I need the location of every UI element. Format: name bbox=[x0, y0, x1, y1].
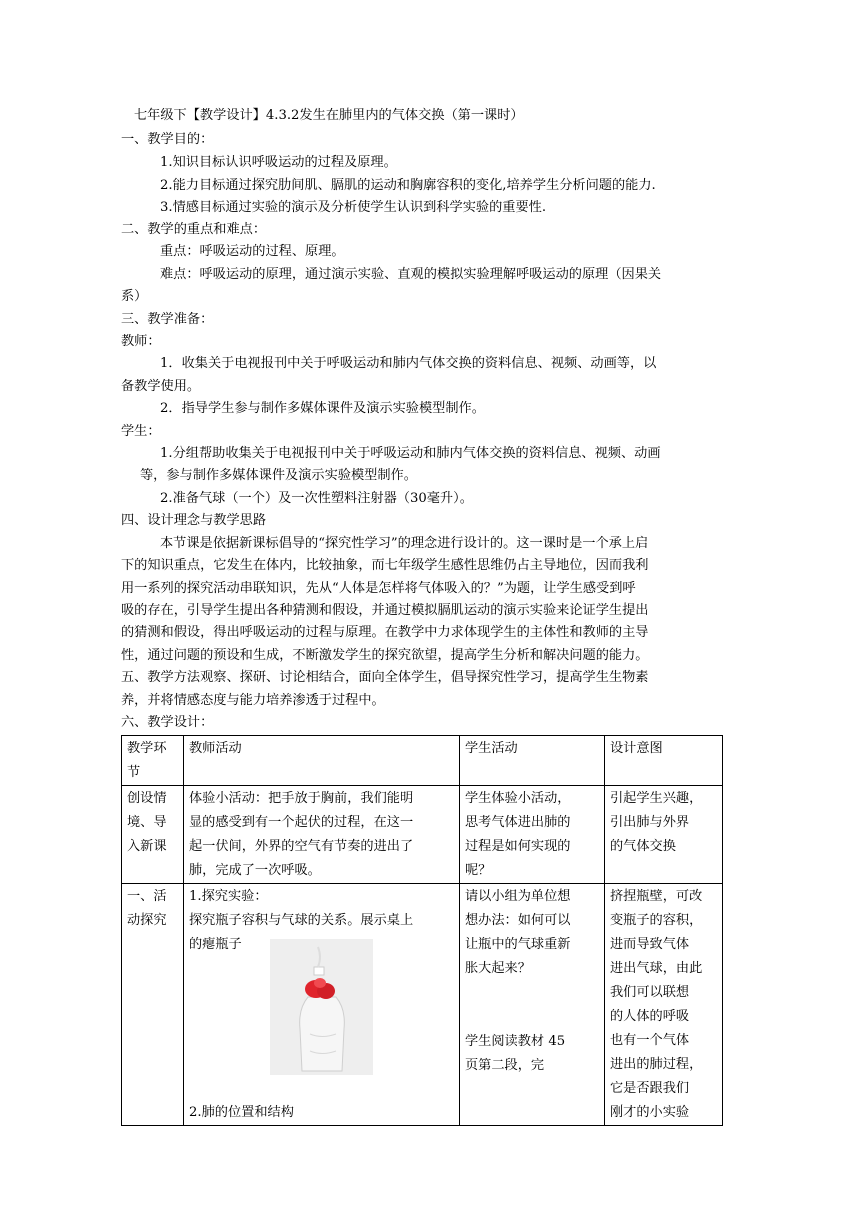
header-intent: 设计意图 bbox=[605, 736, 723, 786]
row2-student-bottom: 学生阅读教材 45 页第二段，完 bbox=[465, 1034, 566, 1073]
s3-student-item-1b: 等，参与制作多媒体课件及演示实验模型制作。 bbox=[140, 468, 417, 483]
s4-heading: 四、设计理念与教学思路 bbox=[121, 513, 267, 528]
bottle-photo bbox=[270, 939, 373, 1075]
table-row bbox=[122, 786, 723, 884]
s3-student-item-1a: 1.分组帮助收集关于电视报刊中关于呼吸运动和肺内气体交换的资料信息、视频、动画 bbox=[160, 446, 661, 461]
row2-stage: 一、活 动探究 bbox=[122, 884, 184, 1126]
s3-teacher-item-2: 2．指导学生参与制作多媒体课件及演示实验模型制作。 bbox=[160, 401, 485, 416]
s3-student-item-2: 2.准备气球（一个）及一次性塑料注射器（30毫升）。 bbox=[160, 491, 473, 506]
lesson-design-table bbox=[121, 735, 723, 1126]
row2-intent: 挤捏瓶壁，可改 变瓶子的容积， 进而导致气体 进出气球，由此 我们可以联想 的人体的呼吸 也有一个气体 进出的肺过程， 它是否跟我们 刚才的小实验 bbox=[605, 884, 723, 1126]
row1-student: 学生体验小活动， 思考气体进出肺的 过程是如何实现的 呢？ bbox=[460, 786, 605, 884]
row2-teacher: 1.探究实验： 探究瓶子容积与气球的关系。展示桌上 的瘪瓶子 2.肺的位置和结构 bbox=[184, 884, 460, 1126]
s4-para-line-5: 的猜测和假设，得出呼吸运动的过程与原理。在教学中力求体现学生的主体性和教师的主导 bbox=[121, 625, 649, 640]
s1-item-2: 2.能力目标通过探究肋间肌、膈肌的运动和胸廓容积的变化,培养学生分析问题的能力. bbox=[160, 178, 656, 193]
table-header-row bbox=[122, 736, 723, 786]
s5-line-1: 五、教学方法观察、探研、讨论相结合，面向全体学生，倡导探究性学习，提高学生生物素 bbox=[121, 670, 649, 685]
s2-heading: 二、教学的重点和难点： bbox=[121, 222, 267, 237]
header-student: 学生活动 bbox=[460, 736, 605, 786]
s1-heading: 一、教学目的： bbox=[121, 132, 214, 147]
s6-heading: 六、教学设计： bbox=[121, 715, 214, 730]
row2-teacher-bottom: 2.肺的位置和结构 bbox=[189, 1105, 294, 1120]
bottle-with-balloon-image bbox=[270, 939, 373, 1075]
header-teacher: 教师活动 bbox=[184, 736, 460, 786]
s2-key: 重点：呼吸运动的过程、原理。 bbox=[160, 244, 345, 259]
s2-difficult-line-1: 难点：呼吸运动的原理，通过演示实验、直观的模拟实验理解呼吸运动的原理（因果关 bbox=[160, 267, 662, 282]
s5-line-2: 养，并将情感态度与能力培养渗透于过程中。 bbox=[121, 693, 385, 708]
s3-heading: 三、教学准备： bbox=[121, 312, 214, 327]
row2-student: 请以小组为单位想 想办法：如何可以 让瓶中的气球重新 胀大起来？ 学生阅读教材 45 页第二段，完 bbox=[460, 884, 605, 1126]
s4-para-line-6: 性，通过问题的预设和生成，不断激发学生的探究欲望，提高学生分析和解决问题的能力。 bbox=[121, 648, 649, 663]
s3-teacher-item-1b: 备教学使用。 bbox=[121, 379, 201, 394]
s1-item-3: 3.情感目标通过实验的演示及分析使学生认识到科学实验的重要性. bbox=[160, 200, 547, 215]
s3-teacher-item-1a: 1．收集关于电视报刊中关于呼吸运动和肺内气体交换的资料信息、视频、动画等，以 bbox=[160, 356, 657, 371]
s2-difficult-line-2: 系） bbox=[121, 289, 148, 304]
s3-student-label: 学生： bbox=[121, 424, 161, 439]
doc-title: 七年级下【教学设计】4.3.2发生在肺里内的气体交换（第一课时） bbox=[134, 108, 524, 123]
s4-para-line-3: 用一系列的探究活动串联知识，先从“人体是怎样将气体吸入的？”为题，让学生感受到呼 bbox=[121, 581, 636, 596]
s1-item-1: 1.知识目标认识呼吸运动的过程及原理。 bbox=[160, 155, 397, 170]
s4-para-line-4: 吸的存在，引导学生提出各种猜测和假设，并通过模拟膈肌运动的演示实验来论证学生提出 bbox=[121, 603, 649, 618]
s4-para-line-2: 下的知识重点，它发生在体内，比较抽象，而七年级学生感性思维仍占主导地位，因而我利 bbox=[121, 558, 649, 573]
header-stage: 教学环 节 bbox=[122, 736, 184, 786]
row1-stage: 创设情 境、导 入新课 bbox=[122, 786, 184, 884]
s3-teacher-label: 教师： bbox=[121, 334, 161, 349]
table-row bbox=[122, 884, 723, 1126]
row1-intent: 引起学生兴趣， 引出肺与外界 的气体交换 bbox=[605, 786, 723, 884]
row1-teacher: 体验小活动：把手放于胸前，我们能明 显的感受到有一个起伏的过程，在这一 起一伏间，外界的空气有节奏的进出了 肺，完成了一次呼吸。 bbox=[184, 786, 460, 884]
s4-para-line-1: 本节课是依据新课标倡导的“探究性学习”的理念进行设计的。这一课时是一个承上启 bbox=[160, 536, 649, 551]
